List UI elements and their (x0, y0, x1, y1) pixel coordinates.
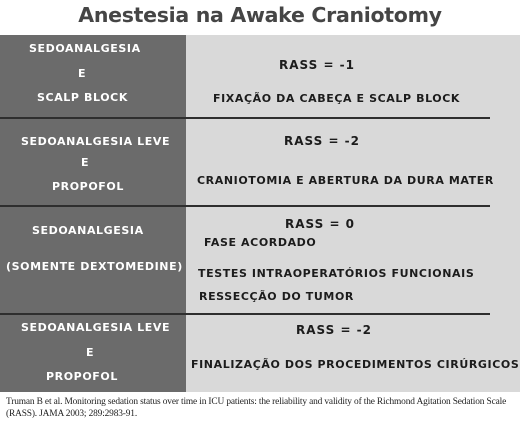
technique-label: E (78, 67, 87, 80)
procedure-step: RESSECÇÃO DO TUMOR (199, 290, 355, 303)
procedure-step: FIXAÇÃO DA CABEÇA E SCALP BLOCK (213, 92, 461, 105)
technique-label: E (81, 156, 90, 169)
rass-score: RASS = -2 (284, 134, 361, 148)
technique-label: SEDOANALGESIA LEVE (21, 321, 171, 334)
technique-column (0, 35, 186, 392)
page-title: Anestesia na Awake Craniotomy (78, 3, 442, 27)
technique-label: PROPOFOL (52, 180, 124, 193)
technique-label: (SOMENTE DEXTOMEDINE) (6, 260, 183, 273)
procedure-step: CRANIOTOMIA E ABERTURA DA DURA MATER (197, 174, 494, 187)
rass-score: RASS = 0 (285, 217, 356, 231)
procedure-step: TESTES INTRAOPERATÓRIOS FUNCIONAIS (198, 267, 475, 280)
technique-label: E (86, 346, 95, 359)
procedure-step: FASE ACORDADO (204, 236, 317, 249)
technique-label: SEDOANALGESIA LEVE (21, 135, 171, 148)
rass-score: RASS = -1 (279, 58, 356, 72)
row-divider (0, 117, 490, 119)
procedure-step: FINALIZAÇÃO DOS PROCEDIMENTOS CIRÚRGICOS (191, 358, 520, 371)
rass-score: RASS = -2 (296, 323, 373, 337)
reference-caption: Truman B et al. Monitoring sedation status over time in ICU patients: the reliability and validity of the Richmond Agitation Sedation Scale (RASS). JAMA 2003; 289:2983-91. (6, 397, 507, 419)
row-divider (0, 313, 490, 315)
row-divider (0, 205, 490, 207)
technique-label: SCALP BLOCK (37, 91, 128, 104)
technique-label: PROPOFOL (46, 370, 118, 383)
technique-label: SEDOANALGESIA (32, 224, 144, 237)
technique-label: SEDOANALGESIA (29, 42, 141, 55)
anesthesia-table (0, 35, 520, 392)
